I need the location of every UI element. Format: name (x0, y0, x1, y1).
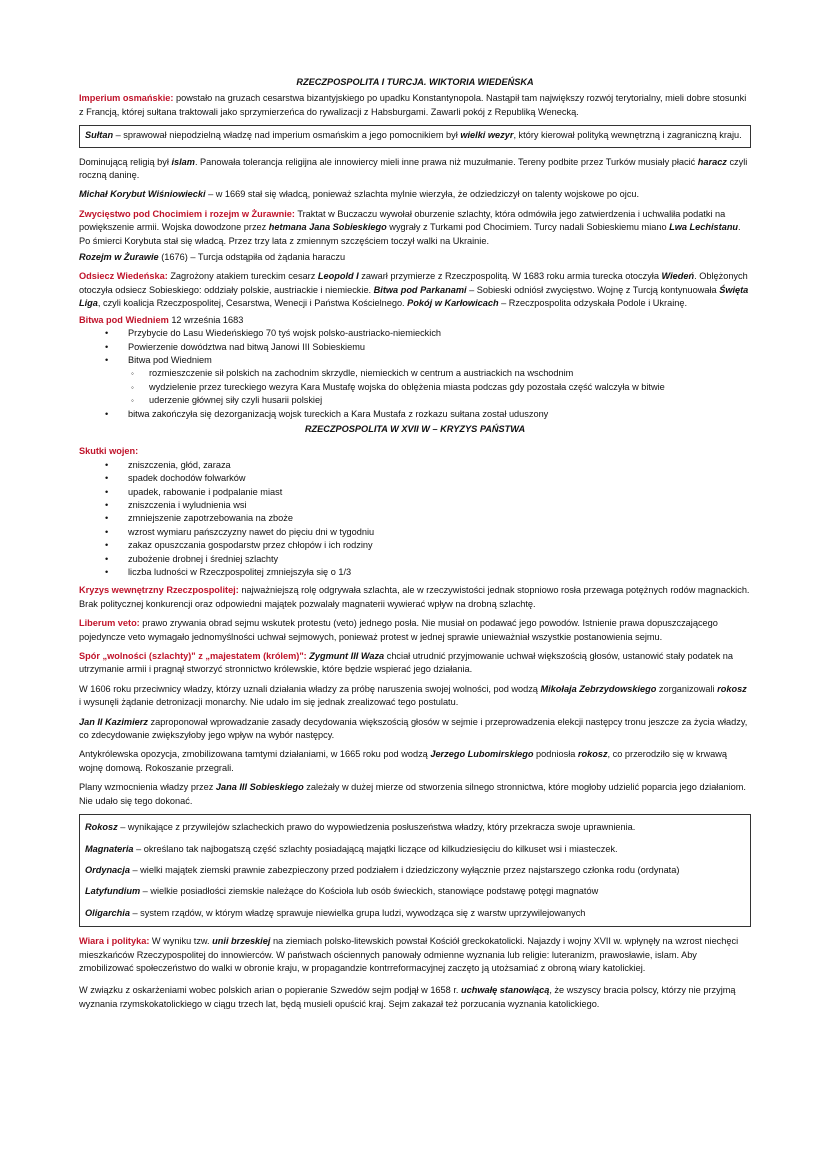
list-item: • Powierzenie dowództwa nad bitwą Janowi III Sobieskiemu (79, 341, 751, 354)
bitwa-sublist (79, 367, 751, 407)
list-item: • zniszczenia i wyludnienia wsi (79, 499, 751, 512)
list-item: • Przybycie do Lasu Wiedeńskiego 70 tyś wojsk polsko-austriacko-niemieckich (79, 327, 751, 340)
definition-box-sultan: Sułtan – sprawował niepodzielną władzę nad imperium osmańskim a jego pomocnikiem był wielki wezyr, który kierował polityką wewnętrzną i zagraniczną kraju. (79, 125, 751, 147)
list-item: • wzrost wymiaru pańszczyzny nawet do pięciu dni w tygodniu (79, 526, 751, 539)
section-title-kryzys: RZECZPOSPOLITA W XVII W – KRYZYS PAŃSTWA (304, 423, 526, 434)
definitions-box (79, 814, 751, 927)
paragraph-odsiecz: Odsiecz Wiedeńska: Zagrożony atakiem tureckim cesarz Leopold I zawarł przymierze z Rzeczpospolitą. W 1683 roku armia turecka otoczyła Wiedeń. Oblężonych otoczyła odsiecz Sobieskiego: oddziały polskie, austriackie i niemieckie. Bitwa pod Parkanami – Sobieski odniósł zwycięstwo. Wojnę z Turcją kontynuowała Święta Liga, czyli koalicja Rzeczpospolitej, Cesarstwa, Wenecji i Państwa Kościelnego. Pokój w Karłowicach – Rzeczpospolita odzyskała Podole i Ukrainę. (79, 271, 749, 309)
paragraph-antykrolewska: Antykrólewska opozycja, zmobilizowana tamtymi działaniami, w 1665 roku pod wodzą Jerzego Lubomirskiego podniosła rokosz, co przerodziło się w krwawą wojnę domową. Rokoszanie przegrali. (79, 749, 728, 773)
paragraph-wiara: Wiara i polityka: W wyniku tzw. unii brzeskiej na ziemiach polsko-litewskich powstał Kościół greckokatolicki. Najazdy i wojny XVII w. wpłynęły na wzrost niechęci mieszkańców Rzeczypospolitej do innowierców. W państwach ościennych panowały odmienne wyznania lub religie: luteranizm, prawosławie, islam. Aby zmobilizować społeczeństwo do walki w obronie kraju, w propagandzie kontrreformacyjnej zaczęto ją utożsamiać z obroną wiary katolickiej. (79, 936, 739, 973)
definition-ordynacja: Ordynacja – wielki majątek ziemski prawnie zabezpieczony przed podziałem i dziedziczony wyłącznie przez najstarszego członka rodu (ordynata) (85, 864, 680, 875)
paragraph-chocim: Zwycięstwo pod Chocimiem i rozejm w Żurawnie: Traktat w Buczaczu wywołał oburzenie szlachty, która odmówiła jego zatwierdzenia i uchwaliła podatki na powiększenie armii. Wojska dowodzone przez hetmana Jana Sobieskiego wygrały z Turkami pod Chocimiem. Turcy nadali Sobieskiemu miano Lwa Lechistanu. Po śmierci Korybuta stał się władcą. Przez trzy lata z zmiennym szczęściem toczył walki na Ukrainie. (79, 208, 741, 246)
definition-oligarchia: Oligarchia – system rządów, w którym władzę sprawuje niewielka grupa ludzi, wywodząca się z warstw uprzywilejowanych (85, 907, 586, 918)
definition-latyfundium: Latyfundium – wielkie posiadłości ziemskie należące do Kościoła lub osób świeckich, stanowiące podstawę potęgi magnatów (85, 886, 599, 897)
list-item: • zakaz opuszczania gospodarstw przez chłopów i ich rodziny (79, 539, 751, 552)
paragraph-liberum: Liberum veto: prawo zrywania obrad sejmu wskutek protestu (veto) jednego posła. Nie musiał on podawać jego powodów. Istnienie prawa dopuszczającego pojedyncze veto wymagało jednomyślności uchwał sejmowych, ponieważ protest w jednej sprawie unieważniał wszystkie postanowienia sejmu. (79, 618, 718, 642)
label-odsiecz: Odsiecz Wiedeńska: (79, 271, 168, 282)
list-item: • zniszczenia, głód, zaraza (79, 459, 751, 472)
list-item: ◦ wydzielenie przez tureckiego wezyra Kara Mustafę wojska do oblężenia miasta podczas gdy pozostała część walczyła w bitwie (79, 381, 751, 394)
paragraph-religia: Dominującą religią był islam. Panowała tolerancja religijna ale innowiercy mieli inne prawa niż muzułmanie. Tereny podbite przez Turków musiały płacić haracz czyli roczną daninę. (79, 156, 748, 181)
paragraph-michal: Michał Korybut Wiśniowiecki – w 1669 stał się władcą, ponieważ szlachta mylnie wierzyła, że odziedziczył on talenty wojskowe po ojcu. (79, 189, 640, 200)
label-imperium: Imperium osmańskie: (79, 93, 174, 104)
list-item: • spadek dochodów folwarków (79, 472, 751, 485)
list-item: • upadek, rabowanie i podpalanie miast (79, 486, 751, 499)
list-item: • bitwa zakończyła się dezorganizacją wojsk tureckich a Kara Mustafa z rozkazu sułtana został uduszony (79, 408, 751, 421)
heading-bitwa: Bitwa pod Wiedniem 12 września 1683 (79, 314, 244, 325)
definition-magnateria: Magnateria – określano tak najbogatszą część szlachty posiadającą majątki liczące od kilkudziesięciu do kilkuset wsi i miasteczek. (85, 843, 618, 854)
paragraph-spor: Spór „wolności (szlachty)" z „majestatem (królem)": Zygmunt III Waza chciał utrudnić przyjmowanie uchwał większością głosów, ustanowić stały podatek na utrzymanie armii i pragnął stworzyć stronnictwo królewskie, które będzie wspierać jego działania. (79, 651, 733, 675)
list-item: • zmniejszenie zapotrzebowania na zboże (79, 512, 751, 525)
document-title: RZECZPOSPOLITA I TURCJA. WIKTORIA WIEDEŃSKA (296, 77, 534, 87)
paragraph-plany: Plany wzmocnienia władzy przez Jana III Sobieskiego zależały w dużej mierze od stworzenia silnego stronnictwa, które mogłoby udzielić poparcia jego działaniom. Nie udało się tego dokonać. (79, 782, 746, 806)
list-item: ◦ rozmieszczenie sił polskich na zachodnim skrzydle, niemieckich w centrum a austriackich na wschodnim (79, 367, 751, 380)
skutki-list (79, 459, 751, 580)
paragraph-rozejm: Rozejm w Żurawie (1676) – Turcja odstąpiła od żądania haraczu (79, 252, 346, 263)
paragraph-rokosz-1606: W 1606 roku przeciwnicy władzy, którzy uznali działania władzy za próbę naruszenia swojej wolności, pod wodzą Mikołaja Zebrzydowskiego zorganizowali rokosz i wysunęli żądanie detronizacji monarchy. Nie udało im się jednak zrealizować tego postulatu. (79, 683, 747, 708)
list-item: • liczba ludności w Rzeczpospolitej zmniejszyła się o 1/3 (79, 566, 751, 579)
label-chocim: Zwycięstwo pod Chocimiem i rozejm w Żurawnie: (79, 208, 295, 219)
document-page (79, 76, 751, 1017)
heading-skutki: Skutki wojen: (79, 446, 139, 457)
paragraph-jan-kazimierz: Jan II Kazimierz zaproponował wprowadzanie zasady decydowania większością głosów w sejmie i przeprowadzenia elekcji następcy tronu jeszcze za życia władzy, co zdecydowanie zwiększyłoby jego wpływ na wybór następcy. (79, 716, 748, 741)
list-item: • Bitwa pod Wiedniem (79, 354, 751, 367)
paragraph-arianie: W związku z oskarżeniami wobec polskich arian o popieranie Szwedów sejm podjął w 1658 r. uchwałę stanowiącą, że wszyscy bracia polscy, którzy nie przyjmą wyznania rzymskokatolickiego w ciągu trzech lat, będą musieli opuścić kraj. Sejm zakazał też porzucania wyznania katolickiego. (79, 985, 736, 1009)
list-item: • zubożenie drobnej i średniej szlachty (79, 553, 751, 566)
bitwa-list-end (79, 408, 751, 421)
definition-rokosz: Rokosz – wynikające z przywilejów szlacheckich prawo do wypowiedzenia posłuszeństwa władzy, który przekracza swoje uprawnienia. (85, 822, 636, 833)
bitwa-list (79, 327, 751, 367)
list-item: ◦ uderzenie głównej siły czyli husarii polskiej (79, 394, 751, 407)
paragraph-kryzys: Kryzys wewnętrzny Rzeczpospolitej: najważniejszą rolę odgrywała szlachta, ale w rzeczywistości jednak stopniowo rosła przewaga potężnych rodów magnackich. Brak politycznej konkurencji oraz odpowiedni majątek pozwalały magnaterii wywierać wpływ na drobną szlachtę. (79, 585, 750, 609)
paragraph-imperium: Imperium osmańskie: powstało na gruzach cesarstwa bizantyjskiego po upadku Konstantynopola. Nastąpił tam największy rozwój terytorialny, mieli dobre stosunki z Francją, której sułtana traktowali jako sprzymierzeńca do rywalizacji z Habsburgami. Zawarli pokój z Republiką Wenecką. (79, 93, 747, 117)
